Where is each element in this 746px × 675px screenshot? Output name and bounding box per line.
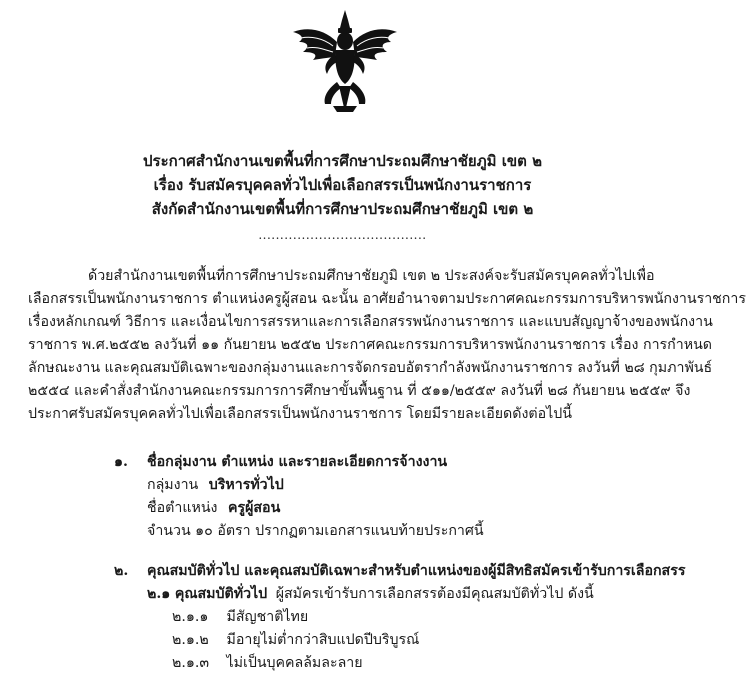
list-item: [172, 652, 363, 675]
intro-line: ประกาศรับสมัครบุคคลทั่วไปเพื่อเลือกสรรเป็นพนักงานราชการ โดยมีรายละเอียดดังต่อไปนี้: [28, 406, 572, 422]
group-value: บริหารทั่วไป: [208, 477, 284, 493]
intro-line: ราชการ พ.ศ.๒๕๕๒ ลงวันที่ ๑๑ กันยายน ๒๕๕๒ ประกาศคณะกรรมการบริหารพนักงานราชการ เรื่อง การกำหนด: [28, 337, 712, 353]
item-number: ๒.๑.๓: [172, 655, 210, 671]
item-number: ๒.๑.๒: [172, 632, 209, 648]
section2-title: คุณสมบัติทั่วไป และคุณสมบัติเฉพาะสำหรับตำแหน่งของผู้มีสิทธิสมัครเข้ารับการเลือกสรร: [147, 563, 686, 579]
intro-line: เรื่องหลักเกณฑ์ วิธีการ และเงื่อนไขการสรรหาและการเลือกสรรพนักงานราชการ และแบบสัญญาจ้างของพนักงาน: [28, 314, 713, 330]
item-text: มีสัญชาติไทย: [226, 609, 309, 625]
garuda-emblem-icon: [287, 8, 403, 122]
subsection-number: ๒.๑: [147, 586, 171, 602]
intro-line: ด้วยสำนักงานเขตพื้นที่การศึกษาประถมศึกษาชัยภูมิ เขต ๒ ประสงค์จะรับสมัครบุคคลทั่วไปเพื่อ: [88, 268, 655, 284]
list-item: [172, 606, 308, 629]
section1-title: ชื่อกลุ่มงาน ตำแหน่ง และรายละเอียดการจ้างงาน: [147, 454, 448, 470]
section1-number: ๑.: [114, 454, 128, 470]
subsection-text: ผู้สมัครเข้ารับการเลือกสรรต้องมีคุณสมบัติทั่วไป ดังนี้: [275, 586, 594, 602]
subsection-2-1: [147, 583, 594, 606]
count-row: จำนวน ๑๐ อัตรา ปรากฏตามเอกสารแนบท้ายประกาศนี้: [147, 523, 484, 539]
announcement-subject: เรื่อง รับสมัครบุคคลทั่วไปเพื่อเลือกสรรเป็นพนักงานราชการ: [153, 176, 532, 194]
group-row: [147, 474, 284, 497]
separator-dots: .......................................: [258, 228, 427, 242]
group-label: กลุ่มงาน: [147, 477, 199, 493]
subsection-title: คุณสมบัติทั่วไป: [174, 586, 268, 602]
intro-line: ๒๕๕๔ และคำสั่งสำนักงานคณะกรรมการการศึกษาขั้นพื้นฐาน ที่ ๕๑๑/๒๕๕๙ ลงวันที่ ๒๘ กันยายน ๒๕๕๙ จึง: [28, 383, 691, 399]
intro-paragraph: [28, 265, 746, 426]
list-item: [172, 629, 419, 652]
intro-line: ลักษณะงาน และคุณสมบัติเฉพาะของกลุ่มงานและการจัดกรอบอัตรากำลังพนักงานราชการ ลงวันที่ ๒๘ กุมภาพันธ์: [28, 360, 713, 376]
position-value: ครูผู้สอน: [227, 500, 281, 516]
section2-number: ๒.: [114, 563, 129, 579]
position-row: [147, 497, 280, 520]
announcement-title: ประกาศสำนักงานเขตพื้นที่การศึกษาประถมศึกษาชัยภูมิ เขต ๒: [143, 152, 542, 170]
item-number: ๒.๑.๑: [172, 609, 209, 625]
item-text: มีอายุไม่ต่ำกว่าสิบแปดปีบริบูรณ์: [226, 632, 420, 648]
position-label: ชื่อตำแหน่ง: [147, 500, 218, 516]
announcement-affiliation: สังกัดสำนักงานเขตพื้นที่การศึกษาประถมศึกษาชัยภูมิ เขต ๒: [151, 200, 534, 218]
intro-line: เลือกสรรเป็นพนักงานราชการ ตำแหน่งครูผู้สอน ฉะนั้น อาศัยอำนาจตามประกาศคณะกรรมการบริหารพนักงานราชการ: [28, 291, 746, 307]
item-text: ไม่เป็นบุคคลล้มละลาย: [226, 655, 363, 671]
